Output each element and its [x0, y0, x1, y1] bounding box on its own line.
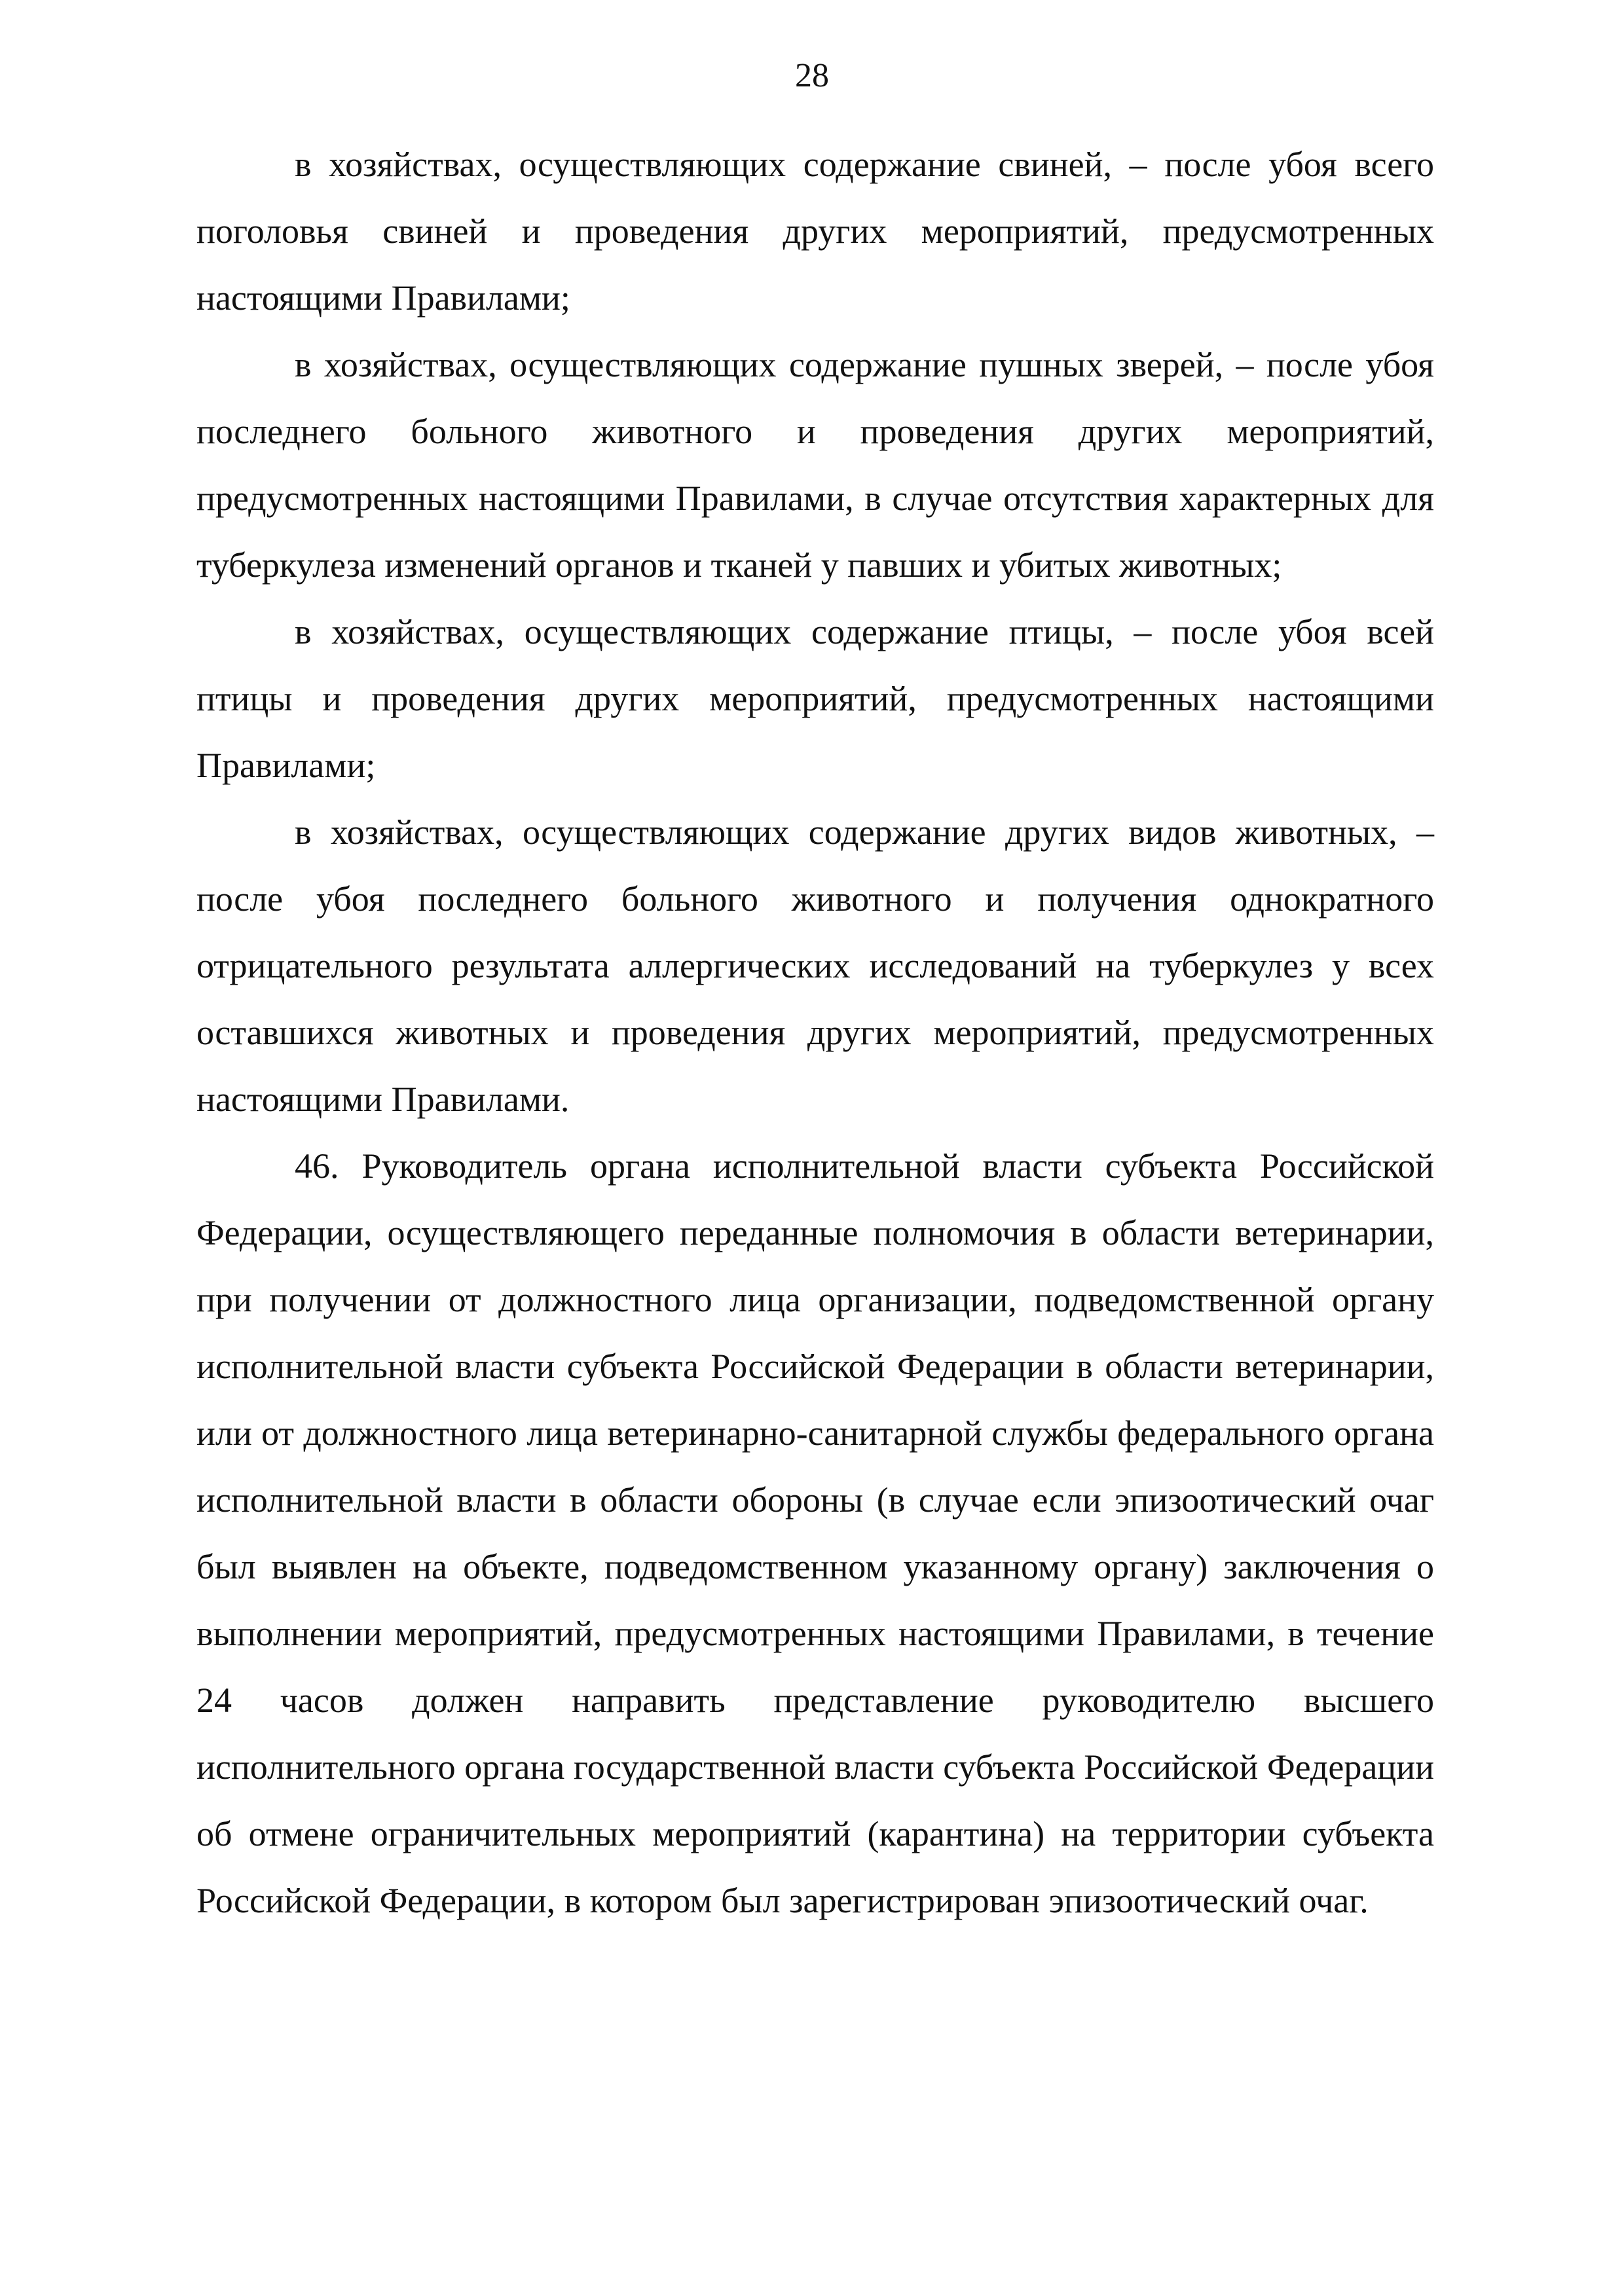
document-body — [196, 131, 1434, 1934]
section-46-text: Руководитель органа исполнительной власти субъекта Российской Федерации, осуществляющего переданные полномочия в области ветеринарии, при получении от должностного лица организации, подведомственной органу исполнительной власти субъекта Российской Федерации в области ветеринарии, или от должностного лица ветеринарно-санитарной службы федерального органа исполнительной власти в области обороны (в случае если эпизоотический очаг был выявлен на объекте, подведомственном указанному органу) заключения о выполнении мероприятий, предусмотренных настоящими Правилами, в течение 24 часов должен направить представление руководителю высшего исполнительного органа государственной власти субъекта Российской Федерации об отмене ограничительных мероприятий (карантина) на территории субъекта Российской Федерации, в котором был зарегистрирован эпизоотический очаг. — [196, 1146, 1435, 1920]
page-number: 28 — [795, 57, 829, 94]
paragraph-pigs: в хозяйствах, осуществляющих содержание свиней, – после убоя всего поголовья свиней и проведения других мероприятий, предусмотренных настоящими Правилами; — [196, 145, 1434, 318]
paragraph-section-46 — [196, 1133, 1434, 1934]
paragraph-poultry: в хозяйствах, осуществляющих содержание птицы, – после убоя всей птицы и проведения других мероприятий, предусмотренных настоящими Правилами; — [196, 612, 1434, 785]
section-number: 46. — [295, 1146, 339, 1186]
paragraph-other-animals: в хозяйствах, осуществляющих содержание других видов животных, – после убоя последнего больного животного и получения однократного отрицательного результата аллергических исследований на туберкулез у всех оставшихся животных и проведения других мероприятий, предусмотренных настоящими Правилами. — [196, 812, 1434, 1119]
paragraph-fur-animals: в хозяйствах, осуществляющих содержание пушных зверей, – после убоя последнего больного животного и проведения других мероприятий, предусмотренных настоящими Правилами, в случае отсутствия характерных для туберкулеза изменений органов и тканей у павших и убитых животных; — [196, 345, 1434, 585]
